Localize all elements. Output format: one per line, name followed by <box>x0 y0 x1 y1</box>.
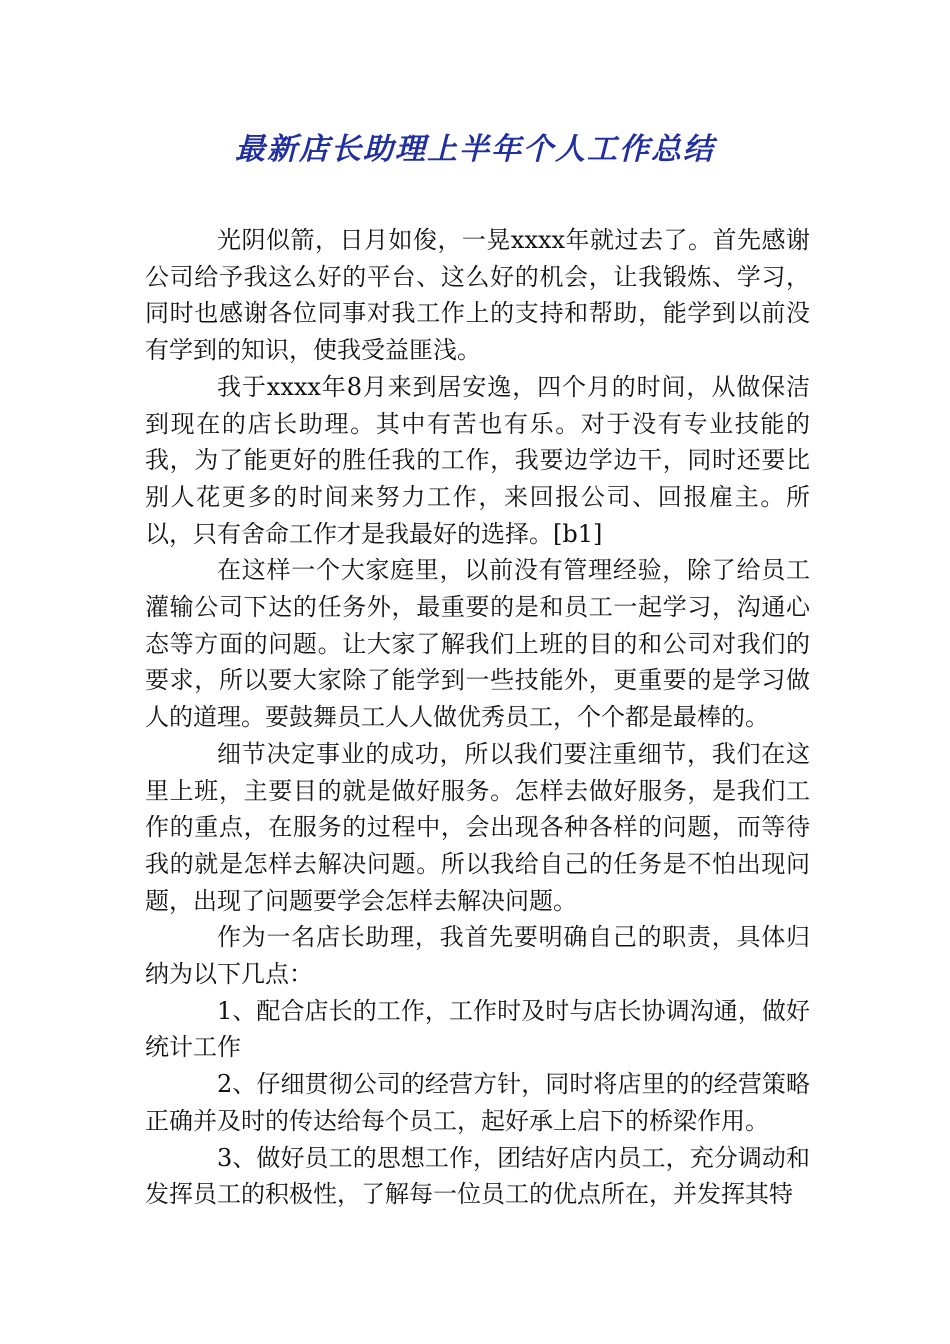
paragraph-intro: 光阴似箭，日月如俊，一晃xxxx年就过去了。首先感谢公司给予我这么好的平台、这么好的机会，让我锻炼、学习，同时也感谢各位同事对我工作上的支持和帮助，能学到以前没有学到的知识，使我受益匪浅。 <box>145 226 810 365</box>
list-item-duty-1: 1、配合店长的工作，工作时及时与店长协调沟通，做好统计工作 <box>145 996 810 1062</box>
list-item-duty-3: 3、做好员工的思想工作，团结好店内员工，充分调动和发挥员工的积极性，了解每一位员工的优点所在，并发挥其特 <box>145 1143 810 1209</box>
paragraph-duties-intro: 作为一名店长助理，我首先要明确自己的职责，具体归纳为以下几点： <box>145 923 810 989</box>
paragraph-details: 细节决定事业的成功，所以我们要注重细节，我们在这里上班，主要目的就是做好服务。怎样去做好服务，是我们工作的重点，在服务的过程中，会出现各种各样的问题，而等待我的就是怎样去解决问题。所以我给自己的任务是不怕出现问题，出现了问题要学会怎样去解决问题。 <box>145 739 810 915</box>
paragraph-background: 我于xxxx年8月来到居安逸，四个月的时间，从做保洁到现在的店长助理。其中有苦也有乐。对于没有专业技能的我，为了能更好的胜任我的工作，我要边学边干，同时还要比别人花更多的时间来努力工作，来回报公司、回报雇主。所以，只有舍命工作才是我最好的选择。[b1] <box>145 372 810 548</box>
document-body <box>145 222 810 1213</box>
document-title: 最新店长助理上半年个人工作总结 <box>235 132 715 167</box>
list-item-duty-2: 2、仔细贯彻公司的经营方针，同时将店里的的经营策略正确并及时的传达给每个员工，起好承上启下的桥梁作用。 <box>145 1070 810 1135</box>
paragraph-team: 在这样一个大家庭里，以前没有管理经验，除了给员工灌输公司下达的任务外，最重要的是和员工一起学习，沟通心态等方面的问题。让大家了解我们上班的目的和公司对我们的要求，所以要大家除了能学到一些技能外，更重要的是学习做人的道理。要鼓舞员工人人做优秀员工，个个都是最棒的。 <box>145 556 810 732</box>
